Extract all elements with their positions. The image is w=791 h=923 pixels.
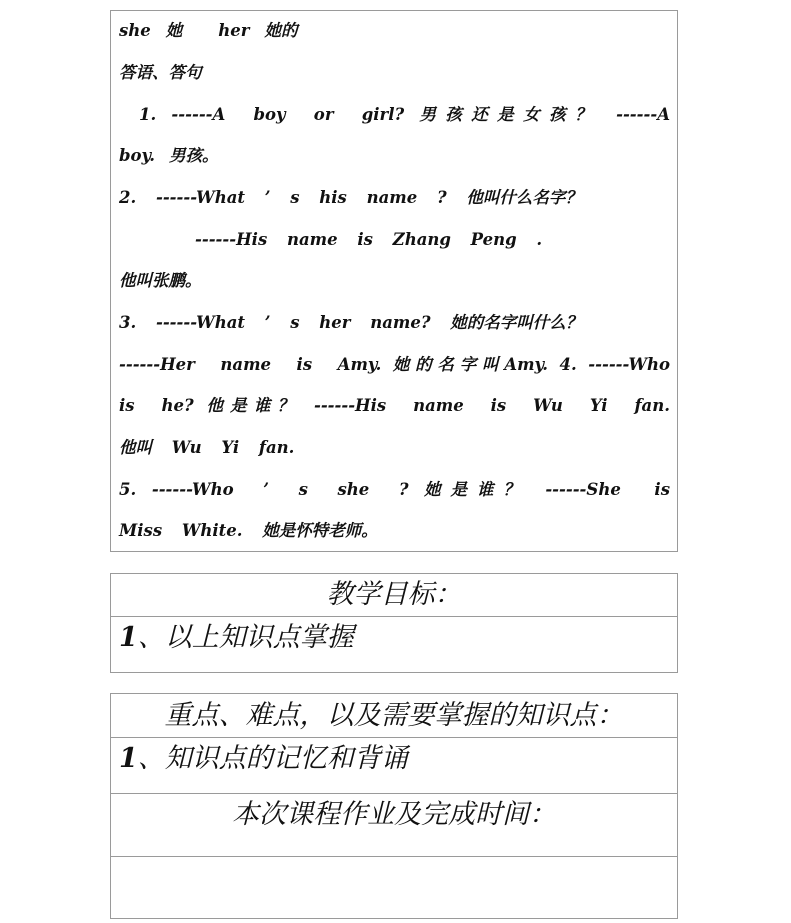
divider (111, 856, 677, 857)
key-point-item (119, 739, 408, 779)
q3-line (119, 311, 670, 335)
q1-num: 1. (139, 105, 157, 124)
q1-ans-line (119, 144, 670, 168)
key-point-text: 、知识点的记忆和背诵 (137, 743, 408, 774)
q4-en-start: ------Who (588, 355, 670, 374)
q3-cn: 她的名字叫什么？ (450, 313, 583, 332)
q4-ans: ------His name is Wu Yi fan. (313, 396, 670, 415)
q1-ans-start: ------A (616, 105, 671, 124)
q5-ans-start: ------She is (545, 480, 670, 499)
q1-line (119, 103, 670, 127)
q5-cn: 她是谁？ (424, 480, 530, 499)
q4-ans-line (119, 436, 670, 460)
q2-cn: 他叫什么名字？ (466, 188, 582, 207)
key-point-num: 1 (119, 743, 138, 774)
q1-ans-cn: 男孩。 (168, 146, 219, 165)
key-points-title: 重点、难点，以及需要掌握的知识点： (164, 700, 624, 731)
word-her-cn: 她的 (264, 21, 298, 40)
q5-ans-cn: 她是怀特老师。 (262, 521, 378, 540)
q5-ans-end: Miss White. (119, 521, 243, 540)
q1-ans-end: boy. (119, 146, 155, 165)
word-she-cn: 她 (165, 21, 183, 40)
teaching-goal-item (119, 618, 354, 658)
q4-ans-name: Wu Yi fan. (171, 438, 295, 457)
q5-ans-line (119, 519, 670, 543)
q5-num: 5. (119, 480, 137, 499)
divider (111, 737, 677, 738)
q3-num: 3. (119, 313, 137, 332)
divider (111, 616, 677, 617)
q2-ans: ------His name is Zhang Peng . (195, 230, 543, 249)
word-she: she (119, 21, 151, 40)
vocab-line (119, 19, 670, 43)
q2-line (119, 186, 670, 210)
q5-en: ------Who ’ s she ? (151, 480, 409, 499)
qa-heading: 答语、答句 (119, 63, 202, 82)
teaching-goal-text: 、以上知识点掌握 (137, 622, 354, 653)
q4-cn: 他是谁？ (206, 396, 302, 415)
q3-ans-cn: 她的名字叫 (392, 355, 505, 374)
teaching-goal-num: 1 (119, 622, 138, 653)
q4-en-end: is he? (119, 396, 194, 415)
word-her: her (218, 21, 250, 40)
q2-num: 2. (119, 188, 137, 207)
key-points-table (110, 693, 678, 919)
q2-ans-cn: 他叫张鹏。 (119, 271, 202, 290)
q3-en: ------What ’ s her name? (155, 313, 431, 332)
q3-ans-name: Amy. (504, 355, 548, 374)
q5-line (119, 478, 670, 502)
teaching-goals-table (110, 573, 678, 673)
q3-ans: ------Her name is Amy. (119, 355, 382, 374)
vocabulary-box (110, 10, 678, 552)
q4-line (119, 394, 670, 418)
teaching-goals-title: 教学目标： (326, 579, 462, 610)
q1-en: ------A boy or girl? (171, 105, 405, 124)
q4-ans-cn: 他叫 (119, 438, 152, 457)
q1-cn: 男孩还是女孩？ (419, 105, 601, 124)
q3-ans-line (119, 353, 670, 377)
q4-num: 4. (559, 355, 577, 374)
homework-title: 本次课程作业及完成时间： (232, 799, 556, 830)
divider (111, 793, 677, 794)
q2-en: ------What ’ s his name ? (155, 188, 447, 207)
